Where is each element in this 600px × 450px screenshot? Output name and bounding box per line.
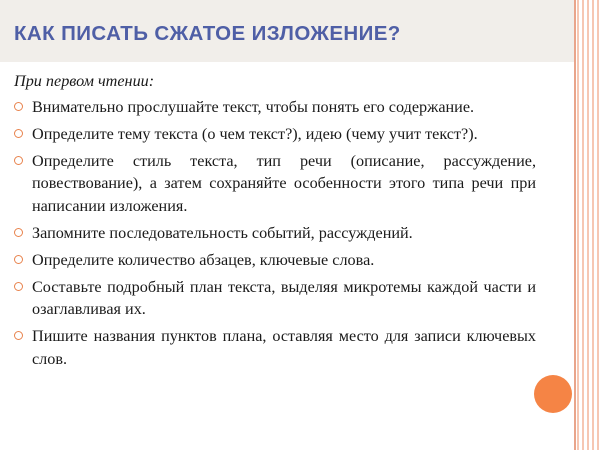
bullet-item <box>14 123 536 146</box>
bullet-item <box>14 325 536 370</box>
decorative-stripes <box>574 0 600 450</box>
slide-title: КАК ПИСАТЬ СЖАТОЕ ИЗЛОЖЕНИЕ? <box>14 22 401 45</box>
bullet-text: Внимательно прослушайте текст, чтобы понять его содержание. <box>32 97 475 116</box>
bullet-item <box>14 222 536 245</box>
bullet-circle-icon <box>14 255 23 264</box>
bullet-item <box>14 96 536 119</box>
bullet-item <box>14 150 536 218</box>
slide-content <box>14 70 536 375</box>
bullet-text: Запомните последовательность событий, рассуждений. <box>32 223 413 242</box>
bullet-text: Составьте подробный план текста, выделяя микротемы каждой части и озаглавливая их. <box>32 277 536 318</box>
bullet-text: Определите стиль текста, тип речи (описание, рассуждение, повествование), а затем сохраняйте особенности этого типа речи при написании изложения. <box>32 151 536 215</box>
bullet-circle-icon <box>14 228 23 237</box>
decorative-circle <box>534 375 572 413</box>
bullet-item <box>14 276 536 321</box>
bullet-item <box>14 249 536 272</box>
bullet-text: Пишите названия пунктов плана, оставляя место для записи ключевых слов. <box>32 327 536 368</box>
bullet-circle-icon <box>14 331 23 340</box>
bullet-text: Определите количество абзацев, ключевые слова. <box>32 250 375 269</box>
bullet-circle-icon <box>14 156 23 165</box>
bullet-list <box>14 96 536 371</box>
intro-text: При первом чтении: <box>14 72 155 90</box>
bullet-text: Определите тему текста (о чем текст?), идею (чему учит текст?). <box>32 124 478 143</box>
bullet-circle-icon <box>14 282 23 291</box>
bullet-circle-icon <box>14 129 23 138</box>
bullet-circle-icon <box>14 102 23 111</box>
